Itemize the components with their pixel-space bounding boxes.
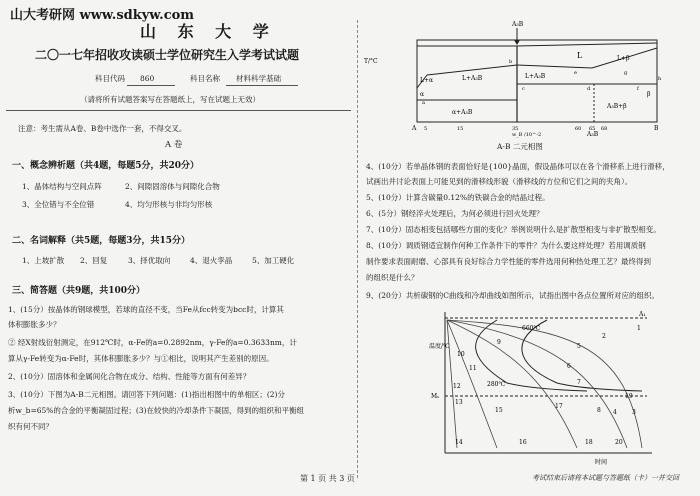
subject-code-label: 科目代码 [95, 74, 125, 83]
point-number: 16 [519, 439, 527, 446]
ms-label: Mₛ [431, 393, 440, 400]
point-number: 1 [637, 325, 641, 332]
top-liquidus [517, 43, 657, 46]
arrow-head [514, 40, 520, 45]
point-number: 3 [632, 409, 636, 416]
phase-diagram-caption: A-B 二元相图 [497, 142, 543, 151]
point-number: 5 [577, 343, 581, 350]
compound-label-bottom: A₃B [587, 131, 599, 138]
section2-item: 5、加工硬化 [252, 256, 295, 265]
watermark: 山大考研网 www.sdkyw.com [10, 8, 195, 23]
subject-code-value: 860 [140, 74, 155, 83]
page-number: 第 1 页 共 3 页 [300, 474, 355, 483]
point-number: 17 [555, 403, 563, 410]
column-divider [357, 20, 358, 478]
subject-name-label: 科目名称 [190, 74, 220, 83]
question-line: 2、(10分）固溶体和金属间化合物在成分、结构、性能等方面有何差异？ [8, 372, 251, 381]
region-label: A₃B+β [607, 103, 627, 110]
section2-item: 1、上坡扩散 [22, 256, 65, 265]
cooling-curve [447, 320, 642, 448]
section2-item: 4、退火孪晶 [190, 256, 233, 265]
x-axis-label: 时间 [595, 459, 608, 466]
question-line: 4、(10分）若单晶体钢的表面恰好是{100}晶面，假设晶体可以在各个滑移系上进行滑移， [366, 162, 670, 171]
point-number: 12 [453, 383, 461, 390]
exam-title: 二〇一七年招收攻读硕士学位研究生入学考试试题 [35, 48, 300, 62]
point-label: f [637, 86, 639, 92]
point-number: 6 [567, 363, 571, 370]
point-label: c [522, 86, 525, 92]
point-label: e [574, 70, 577, 76]
right-column [362, 0, 696, 496]
section3-title: 三、简答题（共9题，共100分） [12, 286, 146, 296]
a1-label: A₁ [639, 311, 646, 318]
region-label: α [420, 91, 425, 98]
c-curve-diagram [427, 308, 687, 468]
question-line: 织有何不同？ [8, 422, 53, 431]
temp-660-label: 660℃ [522, 325, 541, 332]
temp-axis-label: T/°C [364, 58, 378, 65]
point-label: B [654, 125, 659, 132]
region-label: L+β [617, 55, 630, 62]
cooling-curve [447, 320, 627, 448]
section1-item: 3、全位错与不全位错 [22, 200, 95, 209]
volume-label: A 卷 [165, 140, 183, 150]
point-number: 7 [577, 379, 581, 386]
footer-note: 考试结束后请将本试题与答题纸（卡）一并交回 [532, 474, 679, 482]
question-line: 7、(10分）固态相变包括哪些方面的变化？举例说明什么是扩散型相变与非扩散型相变。 [366, 225, 661, 234]
point-number: 14 [455, 439, 463, 446]
point-number: 20 [615, 439, 623, 446]
point-number: 18 [585, 439, 593, 446]
section2-item: 3、择优取向 [128, 256, 171, 265]
question-line: 9、(20分）共析碳钢的C曲线和冷却曲线如图所示，试指出图中各点位置所对应的组织。 [366, 291, 659, 300]
tick-label: 65 [589, 126, 596, 132]
point-number: 15 [495, 407, 503, 414]
region-label: L+A₃B [462, 75, 483, 82]
region-label: β [647, 91, 651, 98]
point-number: 19 [625, 393, 633, 400]
header-rule [6, 110, 351, 111]
university-name: 山 东 大 学 [140, 22, 277, 41]
section2-title: 二、名词解释（共5题，每题3分，共15分） [12, 236, 191, 246]
point-number: 11 [469, 365, 477, 372]
tick-label: 5 [424, 126, 428, 132]
temp-280-label: 280℃ [487, 381, 506, 388]
point-label: h [658, 76, 662, 82]
liquidus-line [427, 65, 517, 75]
subject-name-value: 材料科学基础 [236, 74, 281, 83]
point-label: d [587, 86, 591, 92]
y-axis-label: 温度/℃ [429, 343, 450, 350]
section1-item: 1、晶体结构与空间点阵 [22, 182, 102, 191]
question-line: 制作要求表面耐磨、心部具有良好综合力学性能的零件选用何种热处理工艺？最终得到 [366, 257, 651, 266]
section2-item: 2、回复 [80, 256, 108, 265]
tick-label: 60 [575, 126, 582, 132]
point-number: 2 [602, 333, 606, 340]
liquid-label: L [577, 51, 583, 60]
point-number: 10 [457, 351, 465, 358]
phase-diagram [362, 18, 696, 138]
section1-item: 4、均匀形核与非均匀形核 [125, 200, 213, 209]
question-line: 的组织是什么？ [366, 273, 419, 282]
answer-instruction: （请将所有试题答案写在答题纸上，写在试题上无效） [80, 95, 260, 104]
question-line: 1、(15分）按晶体的钢球模型，若球的直径不变，当Fe从fcc转变为bcc时，计算其 [8, 305, 284, 314]
liquidus-line [517, 65, 592, 68]
x-axis-label: w_B /10^-2 [512, 132, 542, 138]
question-line: 5、(10分）计算含碳量0.12%的铁碳合金的结晶过程。 [366, 193, 550, 202]
question-line: 析w_b=65%的合金的平衡凝固过程；(3)在较快的冷却条件下凝固，得到的组织和平衡组 [8, 406, 305, 415]
exam-note: 注意：考生需从A卷、B卷中选作一套，不得交叉。 [18, 124, 187, 133]
question-line: 体积膨胀多少？ [8, 320, 61, 329]
tick-label: 15 [457, 126, 464, 132]
section1-title: 一、概念辨析题（共4题，每题5分，共20分） [12, 161, 200, 171]
point-label: a [422, 100, 425, 106]
compound-label-top: A₃B [512, 21, 524, 28]
point-number: 9 [497, 339, 501, 346]
tick-label: 35 [512, 126, 519, 132]
question-line: 3、(10分）下图为A-B二元相图。请回答下列问题：(1)指出相图中的单相区；(2)分 [8, 390, 285, 399]
point-label: g [624, 70, 628, 76]
point-number: 13 [455, 399, 463, 406]
question-line: 算从γ-Fe转变为α-Fe时，其体积膨胀多少？与①相比，说明其产生差别的原因。 [8, 354, 274, 363]
question-line: 试画出并讨论表面上可能见到的滑移线形貌（滑移线的方位和它们之间的夹角）。 [366, 177, 633, 186]
question-line: ② 经X射线衍射测定，在912℃时，α-Fe的a=0.2892nm，γ-Fe的a=0.3633nm，计 [8, 338, 297, 347]
section1-item: 2、间隙固溶体与间隙化合物 [125, 182, 220, 191]
question-line: 6、(5分）钢经淬火处理后，为何必须进行回火处理？ [366, 209, 544, 218]
point-label: A [412, 125, 417, 132]
name-underline [226, 85, 298, 86]
region-label: L+A₃B [525, 73, 546, 80]
region-label: L+α [420, 77, 434, 84]
code-underline [127, 85, 175, 86]
point-label: b [509, 59, 513, 65]
point-number: 8 [597, 407, 601, 414]
tick-label: 68 [601, 126, 608, 132]
point-number: 4 [613, 409, 617, 416]
question-line: 8、(10分）调质钢适宜制作何种工作条件下的零件？为什么要这样处理？若用调质钢 [366, 241, 646, 250]
region-label: α+A₃B [452, 109, 473, 116]
